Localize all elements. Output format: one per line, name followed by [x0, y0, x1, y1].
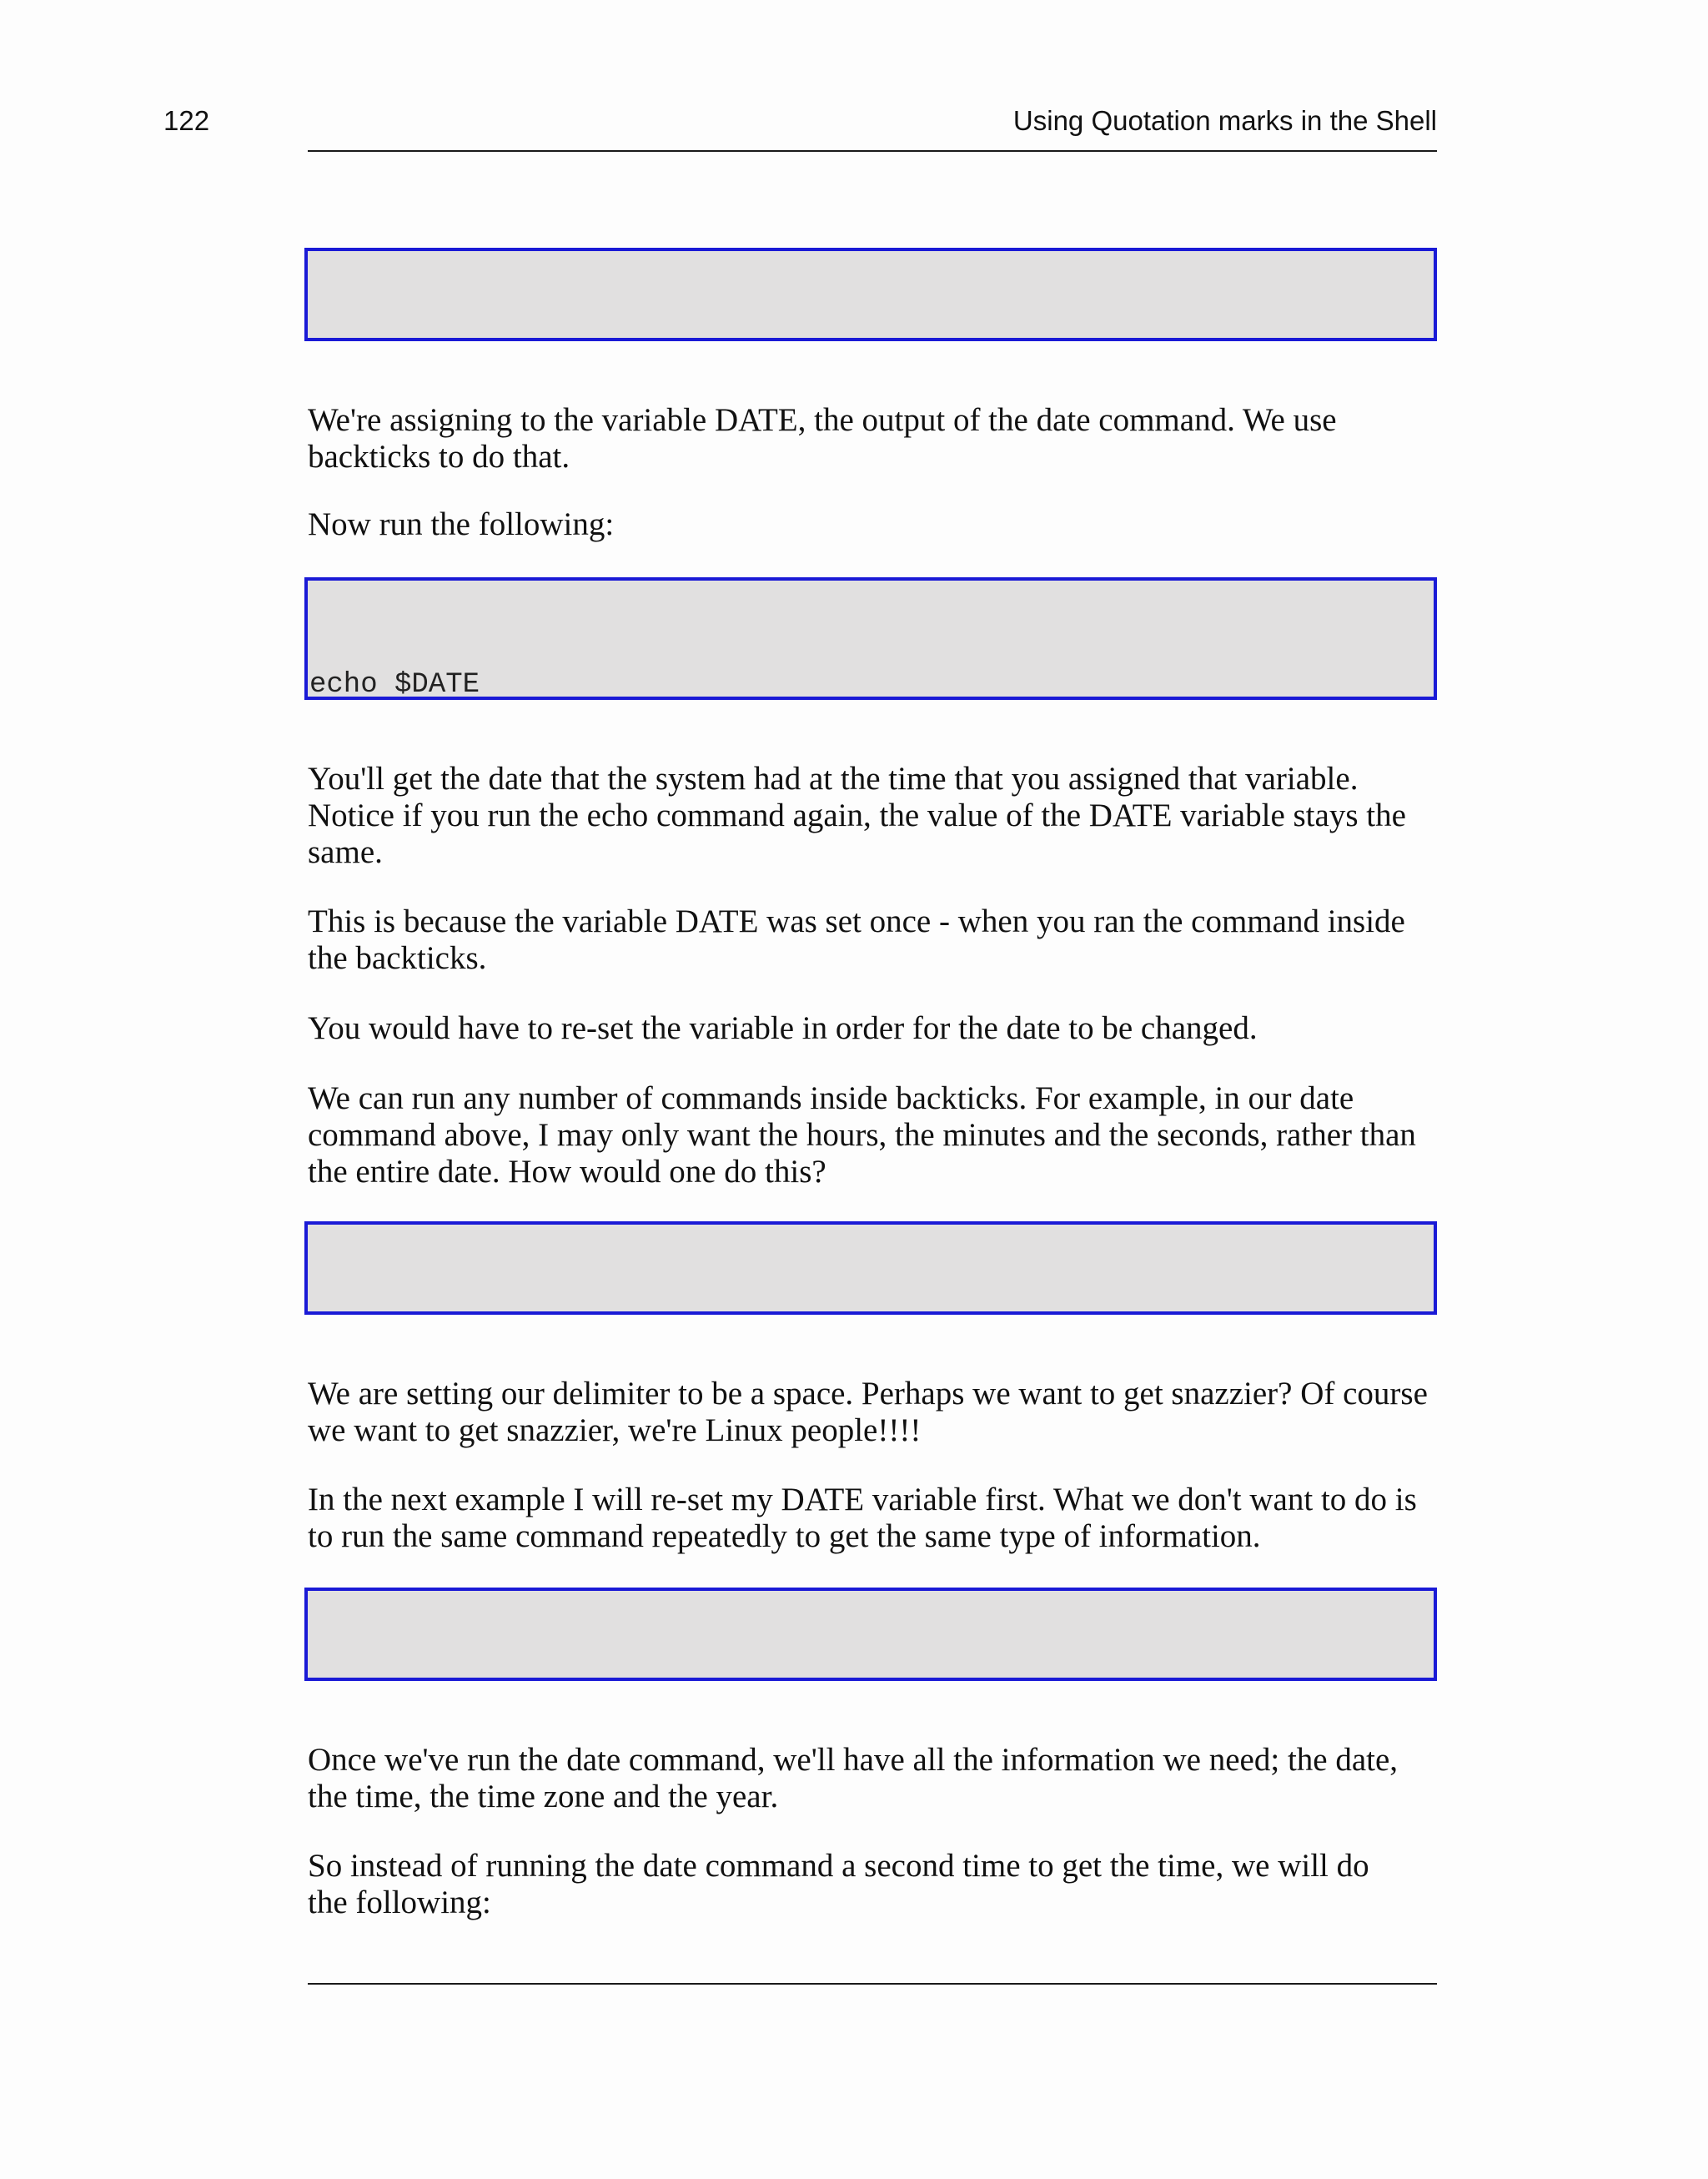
paragraph: We can run any number of commands inside backticks. For example, in our date command above, I may only want the hours, the minutes and the seconds, rather than the entire date. How would one do this?	[308, 1080, 1416, 1190]
paragraph: This is because the variable DATE was set once - when you ran the command inside the backticks.	[308, 903, 1405, 976]
header-rule	[308, 150, 1437, 152]
code-line	[309, 1313, 1434, 1315]
code-line: echo $DATE	[309, 669, 480, 700]
footer-rule	[308, 1983, 1437, 1985]
running-header-title: Using Quotation marks in the Shell	[1012, 105, 1437, 136]
paragraph: Once we've run the date command, we'll have all the information we need; the date, the time, the time zone and the year.	[308, 1742, 1399, 1814]
code-block	[304, 248, 1437, 341]
page-number: 122	[163, 105, 210, 136]
paragraph: So instead of running the date command a second time to get the time, we will do the following:	[308, 1848, 1369, 1920]
code-block	[304, 1588, 1437, 1681]
paragraph: You would have to re-set the variable in order for the date to be changed.	[308, 1010, 1258, 1046]
paragraph: We are setting our delimiter to be a space. Perhaps we want to get snazzier? Of course we want to get snazzier, we're Linux people!!!!	[308, 1376, 1428, 1448]
paragraph: In the next example I will re-set my DATE variable first. What we don't want to do is to run the same command repeatedly to get the same type of information.	[308, 1482, 1417, 1554]
paragraph: You'll get the date that the system had at the time that you assigned that variable. Notice if you run the echo command again, the value of the DATE variable stays the same.	[308, 761, 1406, 870]
code-line	[309, 1679, 1434, 1681]
code-block	[304, 577, 1437, 700]
code-line	[309, 340, 1434, 341]
code-block	[304, 1221, 1437, 1315]
paragraph: We're assigning to the variable DATE, the output of the date command. We use backticks to do that.	[308, 402, 1337, 475]
paragraph: Now run the following:	[308, 506, 615, 542]
